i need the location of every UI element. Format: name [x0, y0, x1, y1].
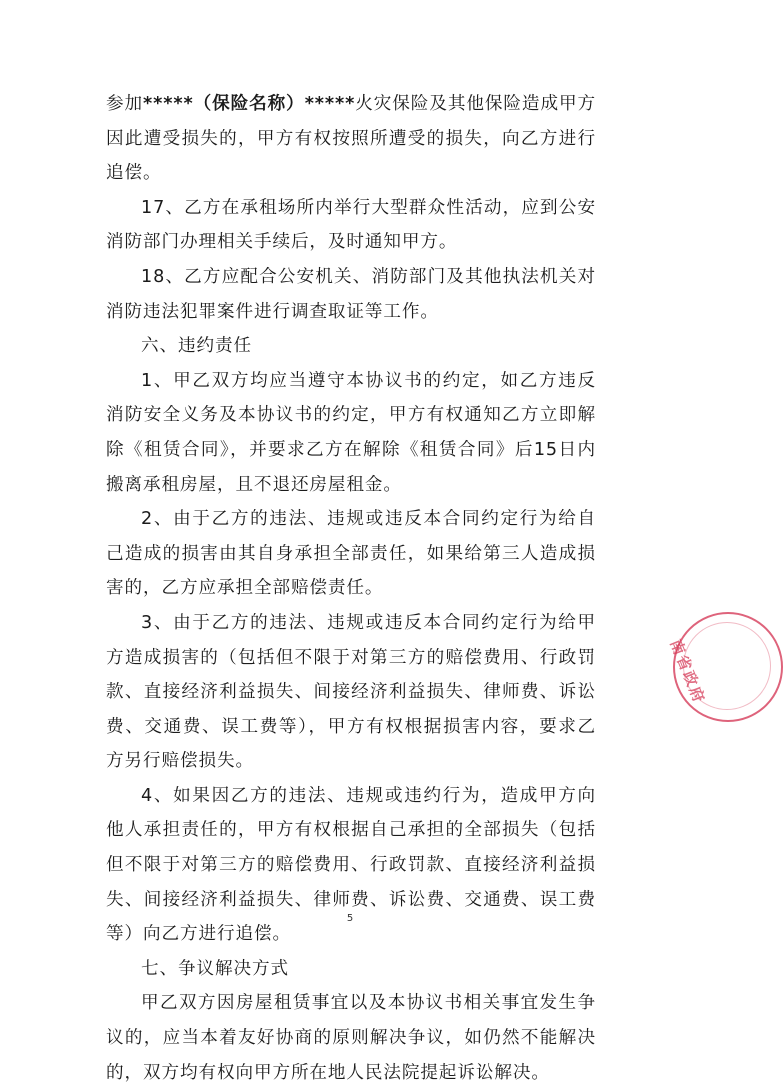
paragraph-insurance-continuation [106, 87, 596, 191]
breach-item-1: 1、甲乙双方均应当遵守本协议书的约定，如乙方违反消防安全义务及本协议书的约定，甲方有权通知乙方立即解除《租赁合同》，并要求乙方在解除《租赁合同》后15日内搬离承租房屋，且不退还房屋租金。 [106, 370, 596, 495]
breach-item-3: 3、由于乙方的违法、违规或违反本合同约定行为给甲方造成损害的（包括但不限于对第三方的赔偿费用、行政罚款、直接经济利益损失、间接经济利益损失、律师费、诉讼费、交通费、误工费等），甲方有权根据损害内容，要求乙方另行赔偿损失。 [106, 612, 596, 772]
section-heading-dispute-resolution: 七、争议解决方式 [141, 958, 289, 979]
insurance-name-placeholder: *****（保险名称）***** [143, 94, 356, 114]
clause-18: 18、乙方应配合公安机关、消防部门及其他执法机关对消防违法犯罪案件进行调查取证等工作。 [106, 266, 596, 322]
dispute-resolution-text: 甲乙双方因房屋租赁事宜以及本协议书相关事宜发生争议的，应当本着友好协商的原则解决争议，如仍然不能解决的，双方均有权向甲方所在地人民法院提起诉讼解决。 [106, 993, 596, 1083]
red-seal-stamp [666, 612, 783, 722]
section-heading-breach-liability: 六、违约责任 [141, 336, 252, 357]
breach-item-4: 4、如果因乙方的违法、违规或违约行为，造成甲方向他人承担责任的，甲方有权根据自己承担的全部损失（包括但不限于对第三方的赔偿费用、行政罚款、直接经济利益损失、间接经济利益损失、律师费、诉讼费、交通费、误工费等）向乙方进行追偿。 [106, 785, 596, 945]
seal-lettering: 南省政府 [666, 636, 709, 707]
clause-17: 17、乙方在承租场所内举行大型群众性活动，应到公安消防部门办理相关手续后，及时通知甲方。 [106, 197, 596, 253]
breach-item-2: 2、由于乙方的违法、违规或违反本合同约定行为给自己造成的损害由其自身承担全部责任，如果给第三人造成损害的，乙方应承担全部赔偿责任。 [106, 509, 596, 599]
insurance-suffix: 火灾保险及其他保险造成甲方因此遭受损失的，甲方有权按照所遭受的损失，向乙方进行追偿。 [106, 94, 596, 184]
insurance-prefix: 参加 [106, 94, 144, 114]
document-body [106, 87, 596, 1090]
page-number: 5 [346, 913, 354, 924]
